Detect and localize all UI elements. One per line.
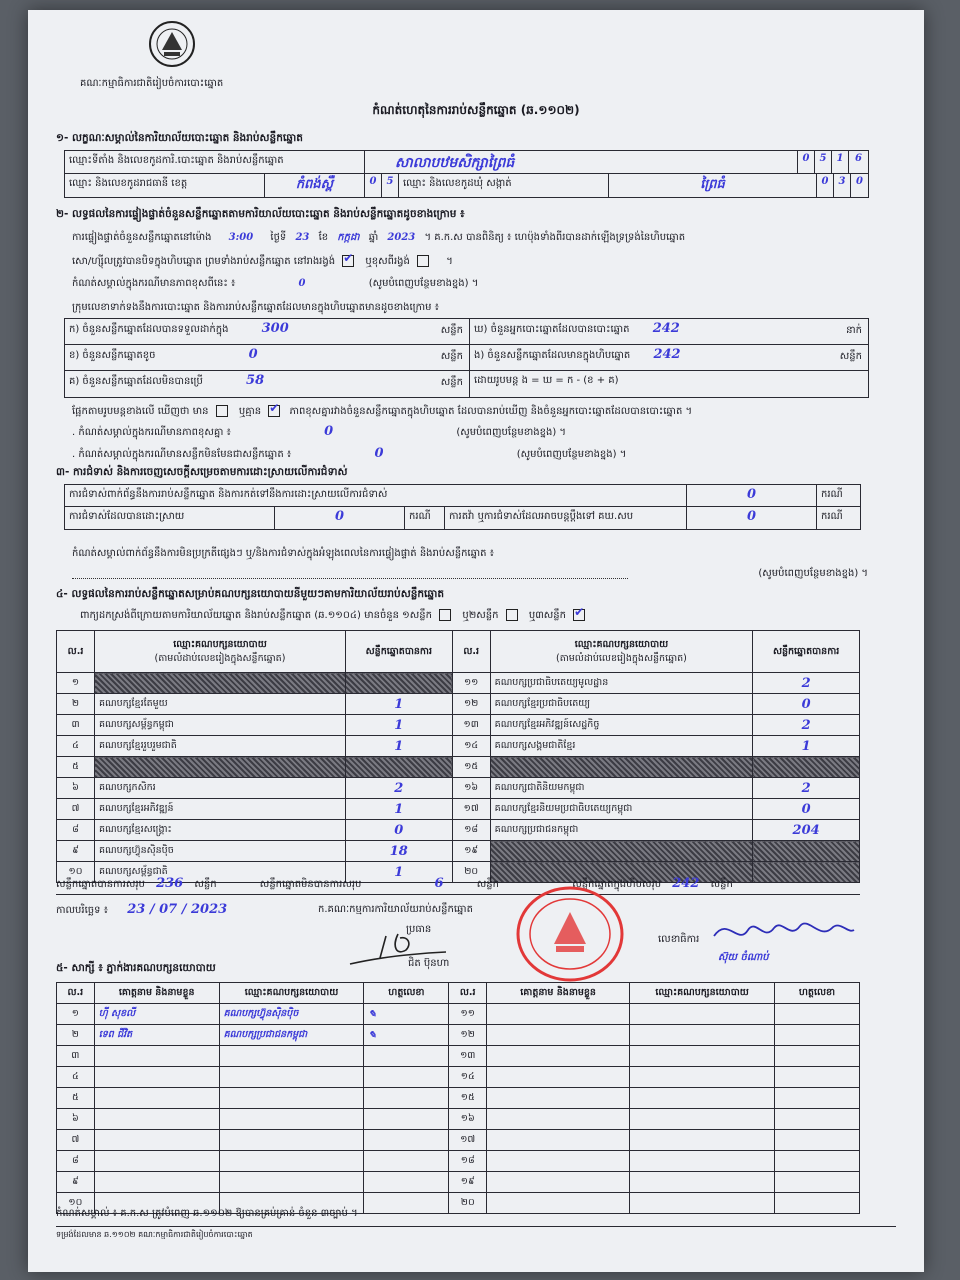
party-name: គណបក្សប្រជាជនកម្ពុជា	[490, 820, 753, 841]
footer-bottom: ទម្រង់ដែលមាន ឆ.១១០២ គណៈកម្មាធិការជាតិរៀបចំការបោះឆ្នោត	[56, 1226, 896, 1241]
party-votes: 0	[753, 799, 860, 820]
voters-row: ឃ) ចំនួនអ្នកបោះឆ្នោតដែលបានបោះឆ្នោត 242 នាក់	[470, 319, 868, 345]
witness-party	[630, 1025, 775, 1046]
witness-row	[57, 1109, 860, 1130]
complaints-table	[64, 484, 861, 530]
witness-name	[487, 1172, 630, 1193]
party-votes: 2	[753, 673, 860, 694]
col-party: ឈ្មោះគណបក្សនយោបាយ (តាមលំដាប់លេខរៀងក្នុងសន្លឹកឆ្នោត)	[490, 631, 753, 673]
verification-time-line	[72, 230, 685, 245]
difference-note-value: 0	[298, 278, 306, 289]
witness-signature	[364, 1193, 449, 1214]
party-votes: 0	[753, 694, 860, 715]
province-value: កំពង់ស្ពឺ	[265, 174, 365, 197]
station-code-digit: 5	[815, 151, 832, 174]
witness-signature	[774, 1109, 859, 1130]
row-number: ៥	[57, 757, 95, 778]
witness-row	[57, 1046, 860, 1067]
row-number: ២	[57, 1025, 95, 1046]
col-party: ឈ្មោះគណបក្សនយោបាយ (តាមលំដាប់លេខរៀងក្នុងសន្លឹកឆ្នោត)	[95, 631, 346, 673]
label: ឬខុសពីរង្វង់	[365, 256, 410, 267]
row-number: ១	[57, 673, 95, 694]
party-name: គណបក្សប្រជាធិបតេយ្យមូលដ្ឋាន	[490, 673, 753, 694]
row-number: ១៦	[452, 778, 490, 799]
unit: ករណី	[405, 507, 445, 529]
party-name: គណបក្សកសិករ	[95, 778, 346, 799]
two-sheet-checkbox[interactable]	[506, 609, 518, 621]
box-total-value: 242	[672, 876, 700, 891]
witness-name	[487, 1130, 630, 1151]
unused-ballots-row: គ) ចំនួនសន្លឹកឆ្នោតដែលមិនបានប្រើ 58 សន្លឹក	[65, 371, 470, 397]
resolved-value: 0	[275, 507, 405, 529]
totals-row: សន្លឹកឆ្នោតបានការសរុប 236 សន្លឹក សន្លឹកឆ្នោតមិនបានការសរុប 6 សន្លឹក សន្លឹកឆ្នោតក្នុងហិបសរុប 242 សន្លឹក	[56, 876, 860, 895]
witness-name	[487, 1109, 630, 1130]
witness-signature	[774, 1172, 859, 1193]
difference-note: . កំណត់សម្គាល់ក្នុងករណីមានភាពខុសគ្នា ៖ 0 (សូមបំពេញបន្ថែមខាងខ្នង) ។	[72, 424, 566, 439]
witness-signature	[364, 1172, 449, 1193]
polling-station-label: ឈ្មោះទីតាំង និងលេខកូដការិ.បោះឆ្នោត និងរាប់សន្លឹកឆ្នោត	[65, 151, 365, 174]
witness-signature: ✎	[364, 1004, 449, 1025]
row-number: ៣	[57, 715, 95, 736]
form-title: កំណត់ហេតុនៃការរាប់សន្លឹកឆ្នោត (ឆ.១១០២)	[372, 103, 580, 117]
witness-party	[630, 1130, 775, 1151]
table-row	[57, 757, 860, 778]
unit: ករណី	[817, 485, 860, 507]
station-code-digit: 1	[832, 151, 849, 174]
row-number: ៦	[57, 1109, 95, 1130]
label: ឆ្នាំ	[368, 232, 379, 243]
witness-signature	[364, 1130, 449, 1151]
party-votes: 1	[345, 694, 452, 715]
voters-value: 242	[652, 321, 680, 336]
difference-note-line	[72, 276, 478, 291]
witness-party	[219, 1151, 364, 1172]
row-number: ៤	[57, 736, 95, 757]
complaints-value: 0	[687, 485, 817, 507]
witness-name	[94, 1046, 219, 1067]
party-name: គណបក្សសម្ព័ន្ធកម្ពុជា	[95, 715, 346, 736]
row-number: ១៨	[449, 1151, 487, 1172]
secretary-signature	[708, 906, 858, 954]
row-number: ១៧	[452, 799, 490, 820]
chair-label: ប្រធាន	[406, 924, 432, 935]
seal-inside-checkbox[interactable]	[342, 255, 354, 267]
witness-name	[94, 1067, 219, 1088]
row-number: ១៩	[452, 841, 490, 862]
witness-party	[219, 1172, 364, 1193]
province-code-digit: 5	[382, 174, 399, 197]
party-votes	[753, 757, 860, 778]
witness-name: ហ៊ី សុខលី	[94, 1004, 219, 1025]
row-number: ១៤	[452, 736, 490, 757]
committee-name: គណៈកម្មាធិការជាតិរៀបចំការបោះឆ្នោត	[80, 78, 224, 89]
row-number: ១៤	[449, 1067, 487, 1088]
witness-signature	[774, 1025, 859, 1046]
witness-party	[219, 1067, 364, 1088]
row-number: ៦	[57, 778, 95, 799]
row-number: ៣	[57, 1046, 95, 1067]
witness-name	[487, 1004, 630, 1025]
table-row	[57, 694, 860, 715]
party-name: គណបក្សខ្មែរអភិវឌ្ឍន៍	[95, 799, 346, 820]
witness-row	[57, 1151, 860, 1172]
party-results-body	[57, 673, 860, 883]
time-value: 3:00	[228, 232, 254, 243]
witness-party	[630, 1193, 775, 1214]
row-number: ១៥	[449, 1088, 487, 1109]
date-value: 23 / 07 / 2023	[127, 902, 228, 917]
row-number: ១២	[449, 1025, 487, 1046]
witness-row	[57, 1130, 860, 1151]
row-number: ១៣	[452, 715, 490, 736]
party-votes: 1	[753, 736, 860, 757]
footer-note: កំណត់សម្គាល់ ៖ គ.ក.ស ត្រូវបំពេញ ឆ.១១០២ ឱ្យបានគ្រប់គ្រាន់ ចំនួន ៣ច្បាប់ ។	[56, 1208, 358, 1219]
witness-name	[487, 1067, 630, 1088]
party-name	[490, 841, 753, 862]
commune-code-digit: 3	[834, 174, 851, 197]
witness-signature	[774, 1130, 859, 1151]
sheet-count-line: ពាក្យដកស្រង់ពីក្រោយតាមការិយាល័យឆ្នោត និងរាប់សន្លឹកឆ្នោត (ឆ.១១០៤) មានចំនួន ១សន្លឹក ឬ២សន្លឹក ឬ៣សន្លឹក ✔	[80, 608, 585, 623]
month-value: កក្កដា	[337, 232, 360, 243]
label: ។ គ.ក.ស បានពិនិត្យ ៖ ហេប៉ុងទាំងពីរបានដាក់ឡើងទ្រទ្រង់នៃហិបឆ្នោត	[424, 232, 686, 243]
row-number: ៥	[57, 1088, 95, 1109]
witness-name	[94, 1109, 219, 1130]
row-number: ១៣	[449, 1046, 487, 1067]
party-votes: 1	[345, 862, 452, 883]
ballot-count-table	[64, 318, 869, 398]
witness-signature	[364, 1046, 449, 1067]
station-code-digit: 0	[798, 151, 815, 174]
three-sheet-checkbox[interactable]	[573, 609, 585, 621]
table-row	[57, 673, 860, 694]
party-votes	[345, 673, 452, 694]
no-difference-checkbox[interactable]	[268, 405, 280, 417]
label: កំណត់សម្គាល់ក្នុងករណីមានភាពខុសពីនេះ ៖	[72, 278, 236, 289]
witness-party	[219, 1088, 364, 1109]
table-row	[57, 715, 860, 736]
row-number: ២០	[449, 1193, 487, 1214]
committee-label: ក.គណៈកម្មការការិយាល័យរាប់សន្លឹកឆ្នោត	[318, 904, 473, 915]
row-number: ១០	[57, 862, 95, 883]
difference-check-line: ផ្អែកតាមរូបមន្តខាងលើ ឃើញថា មាន ឬគ្មាន ✔ ភាពខុសគ្នារវាងចំនួនសន្លឹកឆ្នោតក្នុងហិបឆ្នោត ដែលបានរាប់ឃើញ និងចំនួនអ្នកបោះឆ្នោតដែលបានបោះឆ្នោត ។	[72, 404, 692, 419]
row-number: ១៩	[449, 1172, 487, 1193]
witness-name	[94, 1088, 219, 1109]
witness-name	[487, 1046, 630, 1067]
party-name: គណបក្សខ្មែរអភិវឌ្ឍន៍សេដ្ឋកិច្ច	[490, 715, 753, 736]
ballots-in-box-row: ង) ចំនួនសន្លឹកឆ្នោតដែលមានក្នុងហិបឆ្នោត 242 សន្លឹក	[470, 345, 868, 371]
witness-signature	[774, 1046, 859, 1067]
row-number: ១១	[449, 1004, 487, 1025]
party-name: គណបក្សខ្មែរនិយមប្រជាធិបតេយ្យកម្ពុជា	[490, 799, 753, 820]
witness-table: ល.រ គោត្តនាម និងនាមខ្លួន ឈ្មោះគណបក្សនយោបាយ ហត្ថលេខា ល.រ គោត្តនាម និងនាមខ្លួន ឈ្មោះគណបក្សនយោបាយ ហត្ថលេខា ១ ហ៊ី សុខលី គណបក្សហ៊្វុនស៊ិនប៉ិច ✎ ១១ ២ ទេព ជីវិត គណបក្សប្រជាជនកម្ពុជា ✎ ១២ ៣ ១៣ ៤ ១៤ ៥ ១៥ ៦ ១៦ ៧ ១៧ ៨ ១៨ ៩ ១៩ ១០ ២០	[56, 982, 860, 1214]
party-name: គណបក្សខ្មែរតែមួយ	[95, 694, 346, 715]
witness-signature	[774, 1004, 859, 1025]
witness-party	[630, 1088, 775, 1109]
province-code-digit: 0	[365, 174, 382, 197]
appeal-label: ការតវ៉ា ឬការជំទាស់ដែលអាចបន្តប្ដឹងទៅ គឃ.សប	[445, 507, 687, 529]
province-label: ឈ្មោះ និងលេខកូដរាជធានី ខេត្ត	[65, 174, 265, 197]
witness-signature	[364, 1088, 449, 1109]
party-name: គណបក្សខ្មែរសង្គ្រោះ	[95, 820, 346, 841]
received-ballots-row: ក) ចំនួនសន្លឹកឆ្នោតដែលបានទទួលដាក់ក្នុង 300 សន្លឹក	[65, 319, 470, 345]
witness-name	[487, 1025, 630, 1046]
table-row	[57, 820, 860, 841]
party-name	[490, 757, 753, 778]
party-votes: 1	[345, 736, 452, 757]
col-no: ល.រ	[57, 631, 95, 673]
note-suffix: (សូមបំពេញបន្ថែមខាងខ្នង) ។	[628, 566, 868, 581]
spoiled-ballots-value: 0	[248, 347, 258, 362]
row-number: ១២	[452, 694, 490, 715]
difference-note-value: 0	[324, 424, 334, 439]
secretary-label: លេខាធិការ	[658, 934, 700, 945]
witness-signature: ✎	[364, 1025, 449, 1046]
section5-heading: ៥- សាក្សី ៖ ភ្នាក់ងារគណបក្សនយោបាយ	[56, 962, 216, 974]
ballots-in-box-value: 242	[653, 347, 681, 362]
party-votes: 0	[345, 820, 452, 841]
party-name: គណបក្សជាតិនិយមកម្ពុជា	[490, 778, 753, 799]
row-number: ៨	[57, 1151, 95, 1172]
station-code-digit: 6	[849, 151, 868, 174]
commune-label: ឈ្មោះ និងលេខកូដឃុំ សង្កាត់	[399, 174, 609, 197]
complaints-label: ការជំទាស់ពាក់ព័ន្ធនឹងការរាប់សន្លឹកឆ្នោត និងការកត់ទៅនឹងការដោះស្រាយលើការជំទាស់	[65, 485, 687, 507]
party-votes	[345, 757, 452, 778]
party-name: គណបក្សសង្គមជាតិខ្មែរ	[490, 736, 753, 757]
nec-emblem-icon	[144, 18, 200, 70]
label: សោ/ហ្ស៊ីលត្រូវបានបិទក្នុងហិបឆ្នោត ព្រមទាំងរាប់សន្លឹកឆ្នោត នៅរាងរង្វង់	[72, 256, 336, 267]
table-row	[57, 736, 860, 757]
party-votes: 2	[753, 715, 860, 736]
official-seal-icon	[514, 884, 626, 984]
party-votes	[753, 841, 860, 862]
col-votes: សន្លឹកឆ្នោតបានការ	[753, 631, 860, 673]
party-votes: 1	[345, 715, 452, 736]
valid-total-value: 236	[156, 876, 184, 891]
party-votes: 2	[345, 778, 452, 799]
row-number: ១៧	[449, 1130, 487, 1151]
ballot-info-line: ក្រុមលេខាទាក់ទងនឹងការបោះឆ្នោត និងការរាប់សន្លឹកឆ្នោតដែលមានក្នុងហិបឆ្នោតមានដូចខាងក្រោម ៖	[72, 302, 440, 313]
row-number: ១	[57, 1004, 95, 1025]
date-line: កាលបរិច្ឆេទ ៖ 23 / 07 / 2023	[56, 902, 228, 917]
section1-heading: ១- លក្ខណៈសម្គាល់នៃការិយាល័យបោះឆ្នោត និងរាប់សន្លឹកឆ្នោត	[56, 132, 303, 144]
row-number: ១៨	[452, 820, 490, 841]
resolved-label: ការជំទាស់ដែលបានដោះស្រាយ	[65, 507, 275, 529]
witness-party	[219, 1046, 364, 1067]
party-name: គណបក្សខ្មែររួបរួមជាតិ	[95, 736, 346, 757]
witness-row	[57, 1025, 860, 1046]
invalid-total-value: 6	[434, 876, 444, 891]
one-sheet-checkbox[interactable]	[439, 609, 451, 621]
row-number: ១៦	[449, 1109, 487, 1130]
non-ballot-note: . កំណត់សម្គាល់ក្នុងករណីមានសន្លឹកមិនមែនជាសន្លឹកឆ្នោត ៖ 0 (សូមបំពេញបន្ថែមខាងខ្នង) ។	[72, 446, 627, 461]
appeal-value: 0	[687, 507, 817, 529]
section1-table	[64, 150, 869, 198]
witness-row	[57, 1004, 860, 1025]
commune-value: ព្រៃធំ	[609, 174, 817, 197]
witness-row	[57, 1088, 860, 1109]
party-votes: 2	[753, 778, 860, 799]
label: ការផ្ទៀងផ្ទាត់ចំនួនសន្លឹកឆ្នោតនៅម៉ោង	[72, 232, 212, 243]
row-number: ២	[57, 694, 95, 715]
seal-check-line: សោ/ហ្ស៊ីលត្រូវបានបិទក្នុងហិបឆ្នោត ព្រមទាំងរាប់សន្លឹកឆ្នោត នៅរាងរង្វង់ ✔ ឬខុសពីរង្វង់ ។	[72, 254, 453, 269]
table-row	[57, 778, 860, 799]
party-name: គណបក្សខ្មែរប្រជាធិបតេយ្យ	[490, 694, 753, 715]
party-votes: 1	[345, 799, 452, 820]
unused-ballots-value: 58	[246, 373, 265, 388]
witness-name	[487, 1088, 630, 1109]
has-difference-checkbox[interactable]	[216, 405, 228, 417]
witness-row	[57, 1172, 860, 1193]
row-number: ៤	[57, 1067, 95, 1088]
witness-party	[630, 1046, 775, 1067]
party-name	[95, 757, 346, 778]
election-form-sheet	[28, 10, 924, 1272]
witness-name	[487, 1193, 630, 1214]
witness-name	[94, 1151, 219, 1172]
irregularity-note: កំណត់សម្គាល់ពាក់ព័ន្ធនឹងការមិនប្រក្រតីផ្សេងៗ ឬ/និងការជំទាស់ក្នុងអំឡុងពេលនៃការផ្ទៀងផ្ទាត់ និងរាប់សន្លឹកឆ្នោត ៖	[72, 548, 495, 559]
witness-party	[630, 1067, 775, 1088]
row-number: ៨	[57, 820, 95, 841]
witness-party	[630, 1172, 775, 1193]
witness-signature	[774, 1067, 859, 1088]
label: ខែ	[318, 232, 329, 243]
spoiled-ballots-row: ខ) ចំនួនសន្លឹកឆ្នោតខូច 0 សន្លឹក	[65, 345, 470, 371]
commune-code-digit: 0	[817, 174, 834, 197]
row-number: ៧	[57, 799, 95, 820]
witness-party	[219, 1109, 364, 1130]
witness-signature	[774, 1193, 859, 1214]
seal-outside-checkbox[interactable]	[417, 255, 429, 267]
row-number: ៧	[57, 1130, 95, 1151]
row-number: ១៥	[452, 757, 490, 778]
witness-signature	[774, 1151, 859, 1172]
witness-name: ទេព ជីវិត	[94, 1025, 219, 1046]
label: ថ្ងៃទី	[270, 232, 287, 243]
secretary-name: ស៊ុយ ចំណាប់	[718, 952, 769, 963]
commune-code-digit: 0	[856, 176, 863, 187]
row-number: ២០	[452, 862, 490, 883]
witness-body	[57, 1004, 860, 1214]
party-name: គណបក្សហ៊្វុនស៊ិនប៉ិច	[95, 841, 346, 862]
witness-party: គណបក្សប្រជាជនកម្ពុជា	[219, 1025, 364, 1046]
row-number: ១០	[57, 1193, 95, 1214]
witness-name	[487, 1151, 630, 1172]
label: (សូមបំពេញបន្ថែមខាងខ្នង) ។	[368, 278, 479, 289]
section2-heading: ២- លទ្ធផលនៃការផ្ទៀងផ្ទាត់ចំនួនសន្លឹកឆ្នោតតាមការិយាល័យបោះឆ្នោត និងរាប់សន្លឹកឆ្នោតដូចខាងក្រោម ៖	[56, 208, 465, 220]
non-ballot-note-value: 0	[374, 446, 384, 461]
section3-heading: ៣- ការជំទាស់ និងការចេញសេចក្ដីសម្រេចតាមការដោះស្រាយលើការជំទាស់	[56, 466, 348, 478]
chair-name: ជិត ប៊ុនហា	[408, 958, 450, 969]
witness-signature	[364, 1151, 449, 1172]
witness-party	[219, 1130, 364, 1151]
witness-party	[630, 1109, 775, 1130]
witness-name	[94, 1172, 219, 1193]
party-votes: 18	[345, 841, 452, 862]
unit: ករណី	[821, 511, 843, 522]
witness-signature	[364, 1109, 449, 1130]
formula-row: ដោយរូបមន្ត ង = ឃ = ក - (ខ + គ)	[474, 375, 619, 386]
party-votes: 204	[753, 820, 860, 841]
polling-station-value: សាលាបឋមសិក្សាព្រៃធំ	[365, 151, 798, 174]
party-name: គណបក្សសម្ព័ន្ធជាតិ	[95, 862, 346, 883]
witness-party	[630, 1004, 775, 1025]
col-no: ល.រ	[452, 631, 490, 673]
col-votes: សន្លឹកឆ្នោតបានការ	[345, 631, 452, 673]
witness-signature	[774, 1088, 859, 1109]
year-value: 2023	[387, 232, 416, 243]
witness-party: គណបក្សហ៊្វុនស៊ិនប៉ិច	[219, 1004, 364, 1025]
witness-signature	[364, 1067, 449, 1088]
witness-row	[57, 1067, 860, 1088]
section4-heading: ៤- លទ្ធផលនៃការរាប់សន្លឹកឆ្នោតសម្រាប់គណបក្សនយោបាយនីមួយៗតាមការិយាល័យរាប់សន្លឹកឆ្នោត	[56, 588, 445, 600]
party-name	[95, 673, 346, 694]
row-number: ៩	[57, 841, 95, 862]
table-row	[57, 841, 860, 862]
table-row	[57, 799, 860, 820]
witness-name	[94, 1130, 219, 1151]
row-number: ៩	[57, 1172, 95, 1193]
received-ballots-value: 300	[261, 321, 289, 336]
day-value: 23	[295, 232, 310, 243]
witness-party	[630, 1151, 775, 1172]
row-number: ១១	[452, 673, 490, 694]
party-results-table	[56, 630, 860, 883]
